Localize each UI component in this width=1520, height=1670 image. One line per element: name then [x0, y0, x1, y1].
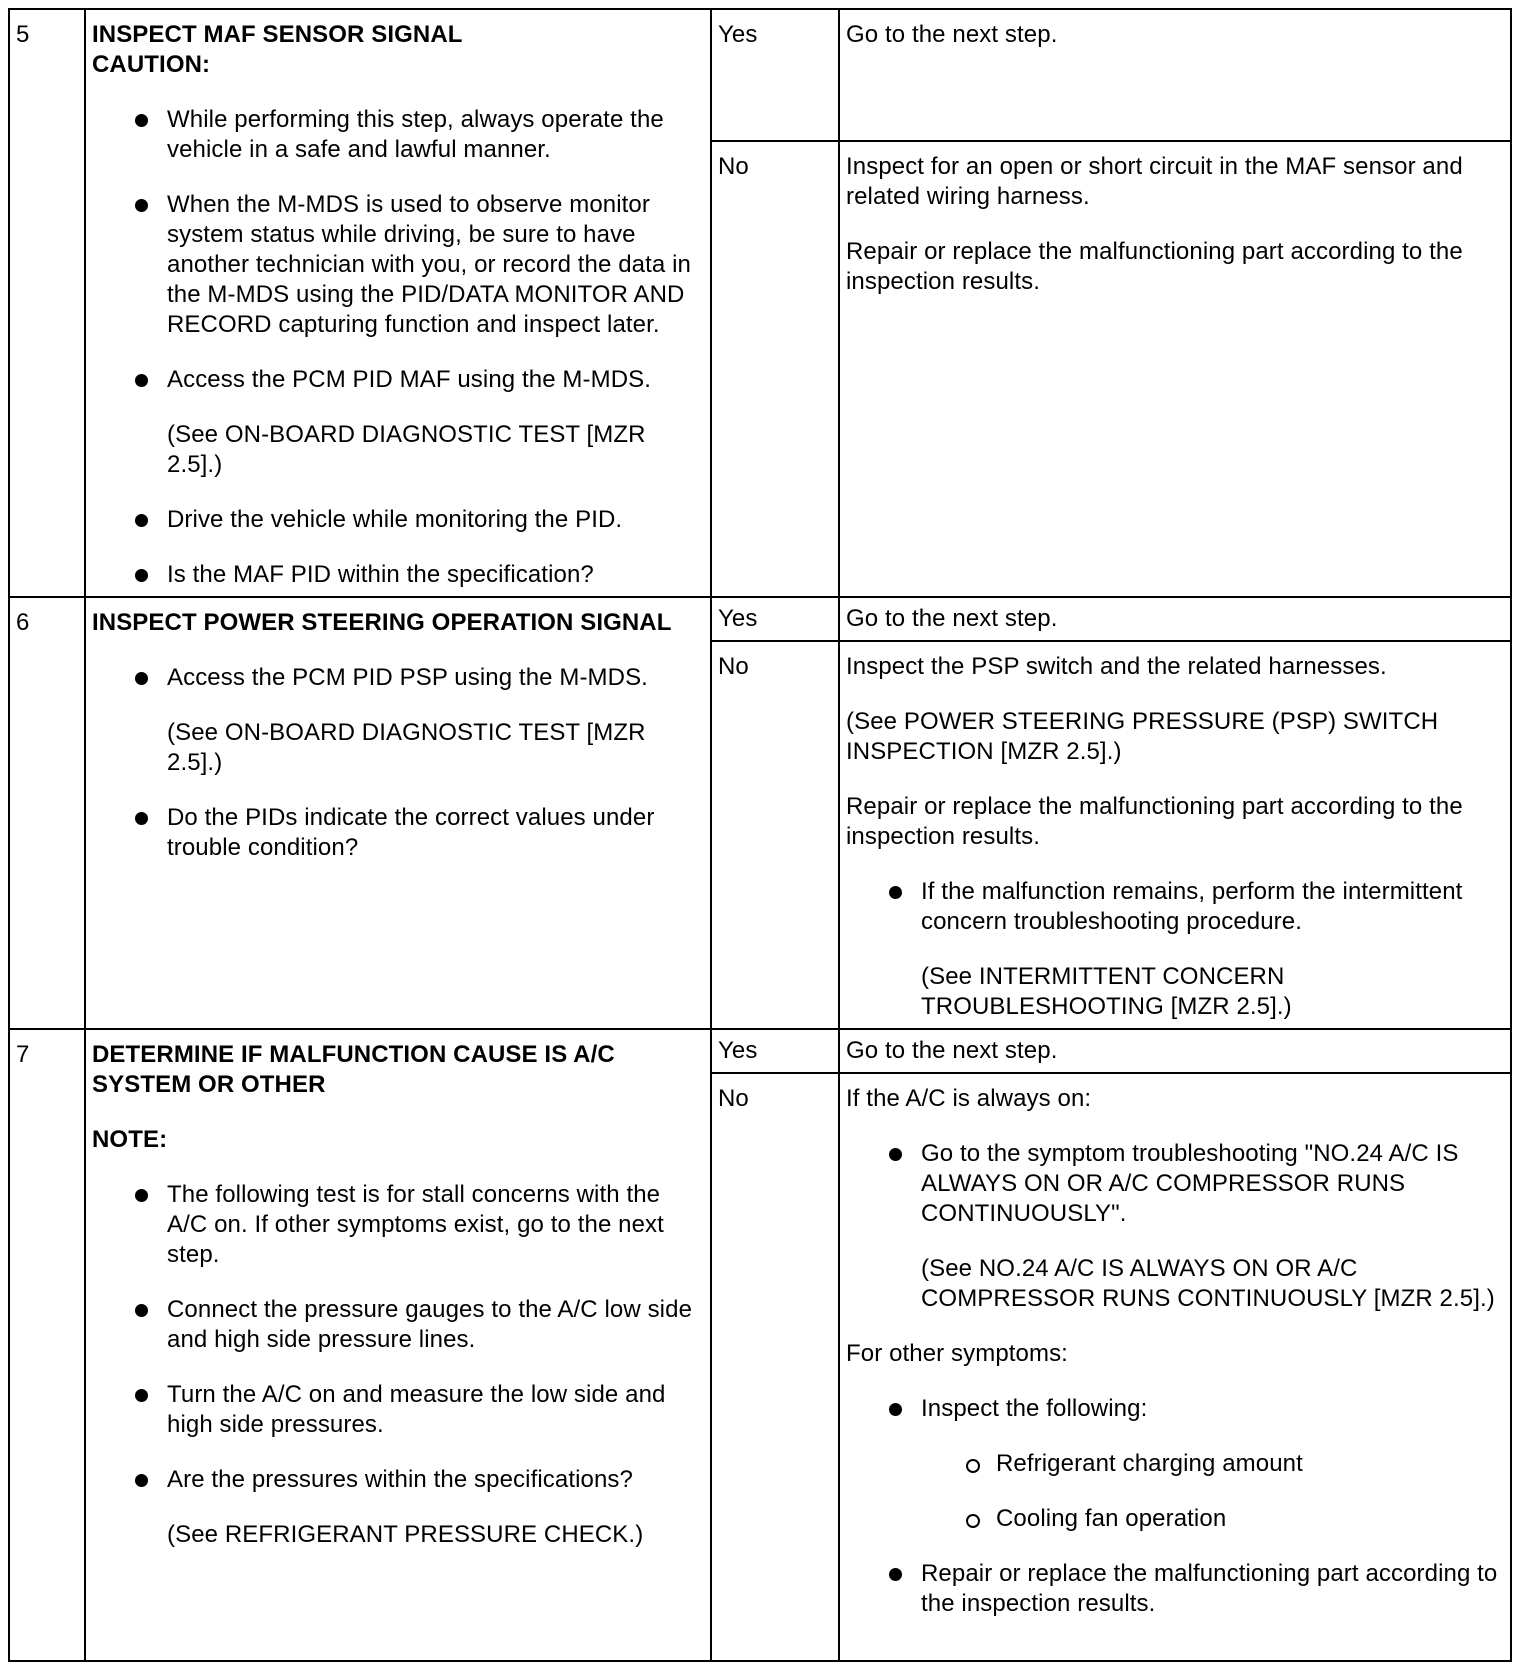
no-action	[839, 1073, 1511, 1661]
list-item-text: Go to the symptom troubleshooting "NO.24 A/C IS ALWAYS ON OR A/C COMPRESSOR RUNS CONTINUOUSLY".	[921, 1140, 1459, 1227]
list-item-text: Inspect the following:	[921, 1395, 1148, 1422]
no-label: No	[711, 1073, 839, 1661]
see-reference: (See ON-BOARD DIAGNOSTIC TEST [MZR 2.5].)	[167, 719, 646, 776]
list-item	[167, 1465, 704, 1550]
step-row-7	[9, 1029, 1511, 1073]
yes-label: Yes	[711, 9, 839, 141]
no-action-text: Repair or replace the malfunctioning part according to the inspection results.	[846, 238, 1463, 296]
step-bullet-list	[92, 1180, 704, 1550]
step-inspection-cell	[85, 597, 711, 1029]
list-item	[167, 663, 704, 778]
sub-list-item: Cooling fan operation	[996, 1504, 1504, 1534]
no-bullet-list	[846, 1139, 1504, 1314]
yes-label: Yes	[711, 1029, 839, 1073]
list-item	[921, 877, 1504, 1022]
list-item	[167, 365, 704, 480]
no-action-text: Repair or replace the malfunctioning part according to the inspection results.	[846, 793, 1463, 850]
diagnostic-table	[8, 8, 1512, 1662]
no-action-text: Inspect the PSP switch and the related harnesses.	[846, 653, 1387, 680]
step-number: 6	[9, 597, 85, 1029]
list-item: Do the PIDs indicate the correct values under trouble condition?	[167, 803, 704, 863]
list-item: Drive the vehicle while monitoring the PID.	[167, 505, 704, 535]
step-title: DETERMINE IF MALFUNCTION CAUSE IS A/C SYSTEM OR OTHER	[92, 1041, 615, 1098]
step-bullet-list	[92, 663, 704, 863]
troubleshooting-page	[8, 8, 1512, 1662]
no-action	[839, 641, 1511, 1029]
step-title: INSPECT POWER STEERING OPERATION SIGNAL	[92, 609, 672, 636]
list-item: Connect the pressure gauges to the A/C low side and high side pressure lines.	[167, 1295, 704, 1355]
list-item-text: Access the PCM PID MAF using the M-MDS.	[167, 366, 652, 393]
step-row-6	[9, 597, 1511, 641]
no-action-text: Inspect for an open or short circuit in the MAF sensor and related wiring harness.	[846, 153, 1463, 211]
step-inspection-cell	[85, 9, 711, 597]
yes-label: Yes	[711, 597, 839, 641]
list-item-text: Are the pressures within the specifications?	[167, 1466, 633, 1493]
list-item: Turn the A/C on and measure the low side and high side pressures.	[167, 1380, 704, 1440]
list-item: Repair or replace the malfunctioning part according to the inspection results.	[921, 1559, 1504, 1619]
sub-bullet-list	[921, 1449, 1504, 1534]
list-item	[921, 1139, 1504, 1314]
list-item: While performing this step, always operate the vehicle in a safe and lawful manner.	[167, 105, 704, 165]
step-number: 7	[9, 1029, 85, 1661]
see-reference: (See POWER STEERING PRESSURE (PSP) SWITCH INSPECTION [MZR 2.5].)	[846, 708, 1439, 765]
list-item: Is the MAF PID within the specification?	[167, 560, 704, 590]
no-action	[839, 141, 1511, 597]
yes-action: Go to the next step.	[839, 9, 1511, 141]
no-action-text: For other symptoms:	[846, 1340, 1068, 1367]
list-item	[921, 1394, 1504, 1534]
yes-action: Go to the next step.	[839, 1029, 1511, 1073]
list-item: When the M-MDS is used to observe monitor system status while driving, be sure to have another technician with you, or record the data in the M-MDS using the PID/DATA MONITOR AND RECORD capturing function and inspect later.	[167, 190, 704, 340]
yes-action: Go to the next step.	[839, 597, 1511, 641]
no-label: No	[711, 141, 839, 597]
step-bullet-list	[92, 105, 704, 590]
step-row-5	[9, 9, 1511, 141]
no-action-text: If the A/C is always on:	[846, 1085, 1092, 1112]
step-number: 5	[9, 9, 85, 597]
list-item-text: Access the PCM PID PSP using the M-MDS.	[167, 664, 648, 691]
step-inspection-cell	[85, 1029, 711, 1661]
no-bullet-list	[846, 1394, 1504, 1619]
see-reference: (See INTERMITTENT CONCERN TROUBLESHOOTING [MZR 2.5].)	[921, 963, 1292, 1020]
see-reference: (See ON-BOARD DIAGNOSTIC TEST [MZR 2.5].)	[167, 421, 646, 478]
see-reference: (See NO.24 A/C IS ALWAYS ON OR A/C COMPRESSOR RUNS CONTINUOUSLY [MZR 2.5].)	[921, 1255, 1495, 1312]
no-bullet-list	[846, 877, 1504, 1022]
list-item-text: If the malfunction remains, perform the intermittent concern troubleshooting procedure.	[921, 878, 1463, 935]
list-item: The following test is for stall concerns with the A/C on. If other symptoms exist, go to the next step.	[167, 1180, 704, 1270]
note-label: NOTE:	[92, 1126, 168, 1153]
see-reference: (See REFRIGERANT PRESSURE CHECK.)	[167, 1521, 644, 1548]
no-label: No	[711, 641, 839, 1029]
sub-list-item: Refrigerant charging amount	[996, 1449, 1504, 1479]
caution-label: CAUTION:	[92, 51, 211, 78]
step-title: INSPECT MAF SENSOR SIGNAL	[92, 21, 463, 48]
